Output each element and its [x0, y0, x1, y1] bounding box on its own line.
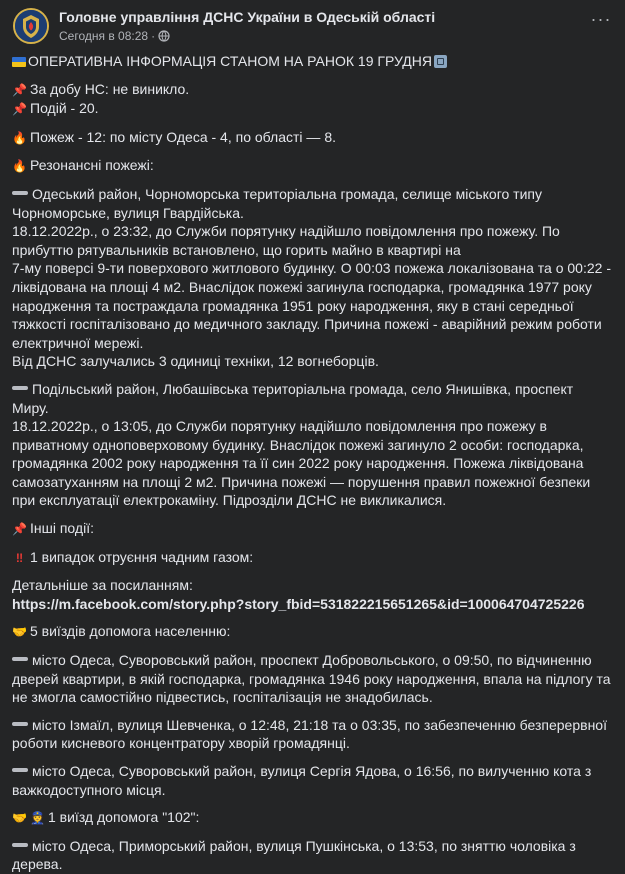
- fire1-line: народження та постраждала громадянка 1951 року народження, яку в стані середньої: [12, 297, 574, 314]
- summary-events: Подій - 20.: [30, 100, 99, 117]
- headline-paragraph: [12, 52, 611, 71]
- assist1-paragraph: [12, 651, 611, 707]
- poisoning-text: 1 випадок отруєння чадним газом:: [30, 548, 254, 565]
- fire1-location-line: Чорноморське, вулиця Гвардійська.: [12, 204, 244, 221]
- fire1-resources-line: Від ДСНС залучались 3 одиниці техніки, 12 вогнеборців.: [12, 353, 379, 370]
- post-header: [0, 0, 625, 52]
- fire1-line: тяжкості госпіталізовано до медичного закладу. Причина пожежі - аварійний режим роботи: [12, 316, 602, 333]
- assist2-line: роботи кисневого концентратору хворій громадянці.: [12, 735, 350, 752]
- more-options-icon[interactable]: ···: [590, 9, 612, 29]
- fire2-line: самозатуханням на площі 2 м2. Причина пожежі — порушення правил пожежної безпеки: [12, 473, 591, 490]
- fire-icon: 🔥: [12, 130, 27, 145]
- fire2-line: 18.12.2022р., о 13:05, до Служби порятунку надійшло повідомлення про пожежу в: [12, 418, 547, 435]
- other-heading: Інші події:: [30, 520, 94, 537]
- meta-separator: ·: [151, 29, 156, 43]
- heavy-minus-icon: [12, 768, 28, 772]
- resonant-paragraph: [12, 156, 611, 176]
- assist-heading-paragraph: [12, 622, 611, 642]
- assist3-paragraph: [12, 762, 611, 799]
- number-box-icon: [434, 55, 447, 68]
- police1-line: місто Одеса, Приморський район, вулиця Пушкінська, о 13:53, по зняттю чоловіка з: [32, 837, 576, 854]
- post-meta: [59, 29, 170, 45]
- resonant-heading: Резонансні пожежі:: [30, 157, 154, 174]
- other-paragraph: [12, 519, 611, 539]
- heavy-minus-icon: [12, 722, 28, 726]
- pushpin-icon: 📌: [12, 522, 27, 537]
- assist2-line: місто Ізмаїл, вулиця Шевченка, о 12:48, 21:18 та о 03:35, по забезпеченню безперервної: [32, 716, 607, 733]
- globe-icon[interactable]: [158, 30, 170, 45]
- details-link[interactable]: https://m.facebook.com/story.php?story_fbid=531822215651265&id=100064704725226: [12, 595, 585, 612]
- handshake-icon: 🤝: [12, 625, 27, 640]
- police1-line: дерева.: [12, 856, 63, 873]
- summary-ns: За добу НС: не виникло.: [30, 80, 190, 97]
- police-heading: 1 виїзд допомога "102":: [48, 809, 200, 826]
- fire1-paragraph: [12, 185, 611, 371]
- pushpin-icon: 📌: [12, 102, 27, 117]
- handshake-icon: 🤝: [12, 811, 27, 826]
- assist-heading: 5 виїздів допомога населенню:: [30, 623, 231, 640]
- fire2-line: приватному одноповерховому будинку. Внаслідок пожежі загинуло 2 особи: господарка,: [12, 436, 584, 453]
- police-heading-paragraph: [12, 808, 611, 828]
- summary-fires: Пожеж - 12: по місту Одеса - 4, по області — 8.: [30, 128, 336, 145]
- fire-icon: 🔥: [12, 159, 27, 174]
- assist3-line: місто Одеса, Суворовський район, вулиця Сергія Ядова, о 16:56, по вилученню кота з: [32, 763, 592, 779]
- double-exclamation-icon: ‼: [15, 550, 24, 565]
- police-officer-icon: 👮: [30, 811, 45, 826]
- assist3-line: важкодоступного місця.: [12, 781, 166, 798]
- heavy-minus-icon: [12, 657, 28, 661]
- heavy-minus-icon: [12, 843, 28, 847]
- headline: ОПЕРАТИВНА ІНФОРМАЦІЯ СТАНОМ НА РАНОК 19 ГРУДНЯ: [28, 53, 432, 69]
- poisoning-paragraph: [12, 548, 611, 568]
- assist1-line: місто Одеса, Суворовський район, проспект Добровольського, о 09:50, по відчиненню: [32, 652, 592, 669]
- fire2-line: при експлуатації електрокаміну. Підрозділи ДСНС не викликалися.: [12, 492, 447, 509]
- post-body: [0, 52, 625, 874]
- police1-paragraph: [12, 837, 611, 874]
- assist1-line: не змогла самостійно підвестись, госпіталізація не знадобилась.: [12, 689, 433, 706]
- emblem-icon: [15, 10, 47, 42]
- fire1-location-line: Одеський район, Чорноморська територіальна громада, селище міського типу: [32, 185, 542, 202]
- fire2-line: громадянка 2002 року народження та її син 2022 року народження. Пожежа ліквідована: [12, 455, 584, 472]
- details-paragraph: [12, 576, 611, 613]
- fire2-paragraph: [12, 380, 611, 510]
- post-author[interactable]: Головне управління ДСНС України в Одеській області: [59, 9, 436, 25]
- post-timestamp[interactable]: Сегодня в 08:28: [59, 29, 149, 43]
- details-label: Детальніше за посиланням:: [12, 577, 193, 594]
- assist1-line: дверей квартири, в якій господарка, громадянка 1946 року народження, впала на підлогу та: [12, 670, 611, 687]
- avatar[interactable]: [13, 8, 49, 44]
- fire1-line: 18.12.2022р., о 23:32, до Служби порятунку надійшло повідомлення про пожежу. По: [12, 223, 560, 240]
- fire2-location-line: Подільський район, Любашівська територіальна громада, село Янишівка, проспект Миру.: [12, 380, 574, 416]
- assist2-paragraph: [12, 716, 611, 753]
- fire1-line: прибуттю рятувальників встановлено, що горить майно в квартирі на: [12, 241, 461, 258]
- ukraine-flag-icon: [12, 57, 26, 67]
- fires-paragraph: [12, 128, 611, 148]
- heavy-minus-icon: [12, 386, 28, 390]
- pushpin-icon: 📌: [12, 82, 27, 97]
- heavy-minus-icon: [12, 191, 28, 195]
- fire1-line: ліквідована на площі 4 м2. Внаслідок пожежі загинула господарка, громадянка 1977 року: [12, 278, 592, 295]
- summary-paragraph: [12, 80, 611, 119]
- fire1-line: електричної мережі.: [12, 334, 144, 351]
- fire1-line: 7-му поверсі 9-ти поверхового житлового будинку. О 00:03 пожежа локалізована та о 00:22 -: [12, 260, 611, 277]
